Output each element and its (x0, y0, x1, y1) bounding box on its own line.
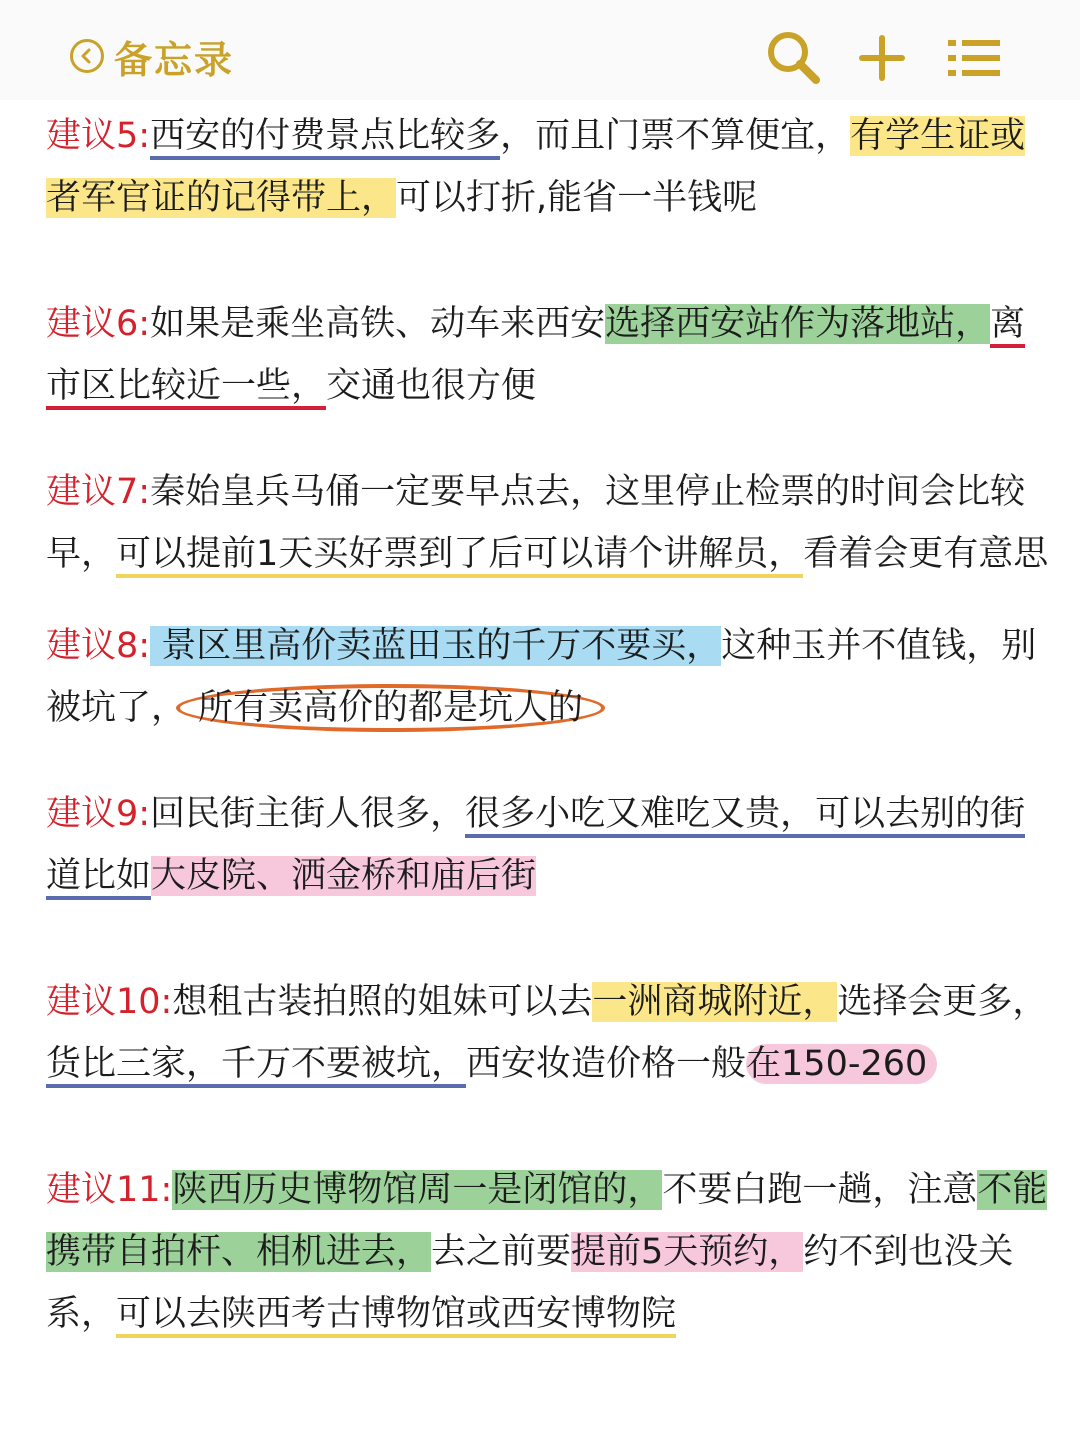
highlighted-text: 景区里高价卖蓝田玉的千万不要买， (150, 626, 722, 666)
underlined-text: 可以提前1天买好票到了后可以请个讲解员， (116, 534, 803, 578)
back-chevron-icon (70, 39, 104, 73)
text: 去之前要 (431, 1232, 572, 1272)
text: 可以打折,能省一半钱呢 (396, 178, 758, 218)
back-label: 备忘录 (114, 37, 235, 82)
text: 回民街主街人很多， (150, 794, 466, 834)
tip-tag: 建议8: (46, 626, 151, 666)
tip-8 (46, 615, 1056, 739)
tip-tag: 建议5: (46, 116, 151, 156)
underlined-text: 货比三家，千万不要被坑， (46, 1044, 466, 1088)
highlighted-text: 选择西安站作为落地站， (605, 304, 991, 344)
text: 选择会更多， (837, 982, 1048, 1022)
tip-7 (46, 461, 1056, 585)
search-icon[interactable] (764, 28, 824, 88)
underlined-text: 可以去别的街道比如 (46, 794, 1025, 900)
tip-tag: 建议10: (46, 982, 173, 1022)
tip-tag: 建议6: (46, 304, 151, 344)
tip-tag: 建议11: (46, 1170, 173, 1210)
text: 想租古装拍照的姐妹可以去 (172, 982, 593, 1022)
text: 看着会更有意思 (803, 534, 1049, 574)
text: 秦始皇兵马俑一定要早点去，这里停止检票的时间会比较早， (46, 472, 1026, 574)
list-menu-icon[interactable] (944, 28, 1004, 88)
text: 西安妆造价格一般 (466, 1044, 747, 1084)
underlined-text: 西安的付费景点比较多 (150, 116, 500, 160)
tip-11 (46, 1159, 1056, 1345)
text: 这种玉并不值钱，别被坑了， (46, 626, 1037, 728)
tip-6 (46, 293, 1056, 417)
tip-5 (46, 105, 1056, 229)
text: ，而且门票不算便宜， (500, 116, 851, 156)
tip-tag: 建议7: (46, 472, 151, 512)
underlined-text: 离市区比较近一些， (46, 304, 1025, 410)
highlighted-text: 有学生证或者军官证的记得带上， (46, 116, 1026, 218)
highlighted-text: 在150-260 (746, 1044, 937, 1084)
text: 如果是乘坐高铁、动车来西安 (150, 304, 606, 344)
tip-9 (46, 783, 1056, 907)
plus-icon[interactable] (852, 28, 912, 88)
note-content[interactable] (46, 105, 1056, 1345)
highlighted-text: 大皮院、洒金桥和庙后街 (151, 856, 537, 896)
highlighted-text: 一洲商城附近， (592, 982, 838, 1022)
highlighted-text: 不能携带自拍杆、相机进去， (46, 1170, 1048, 1272)
back-button[interactable] (70, 30, 234, 82)
tip-tag: 建议9: (46, 794, 151, 834)
highlighted-text: 提前5天预约， (571, 1232, 804, 1272)
text: 交通也很方便 (326, 366, 537, 406)
underlined-text: 可以去陕西考古博物馆或西安博物院 (116, 1294, 676, 1338)
highlighted-text: 陕西历史博物馆周一是闭馆的， (172, 1170, 663, 1210)
text: 不要白跑一趟，注意 (662, 1170, 978, 1210)
tip-10 (46, 971, 1056, 1095)
top-bar (0, 0, 1080, 100)
text: 约不到也没关系， (46, 1232, 1014, 1334)
underlined-text: 很多小吃又难吃又贵， (465, 794, 815, 838)
circled-text: 所有卖高价的都是坑人的 (176, 684, 605, 732)
